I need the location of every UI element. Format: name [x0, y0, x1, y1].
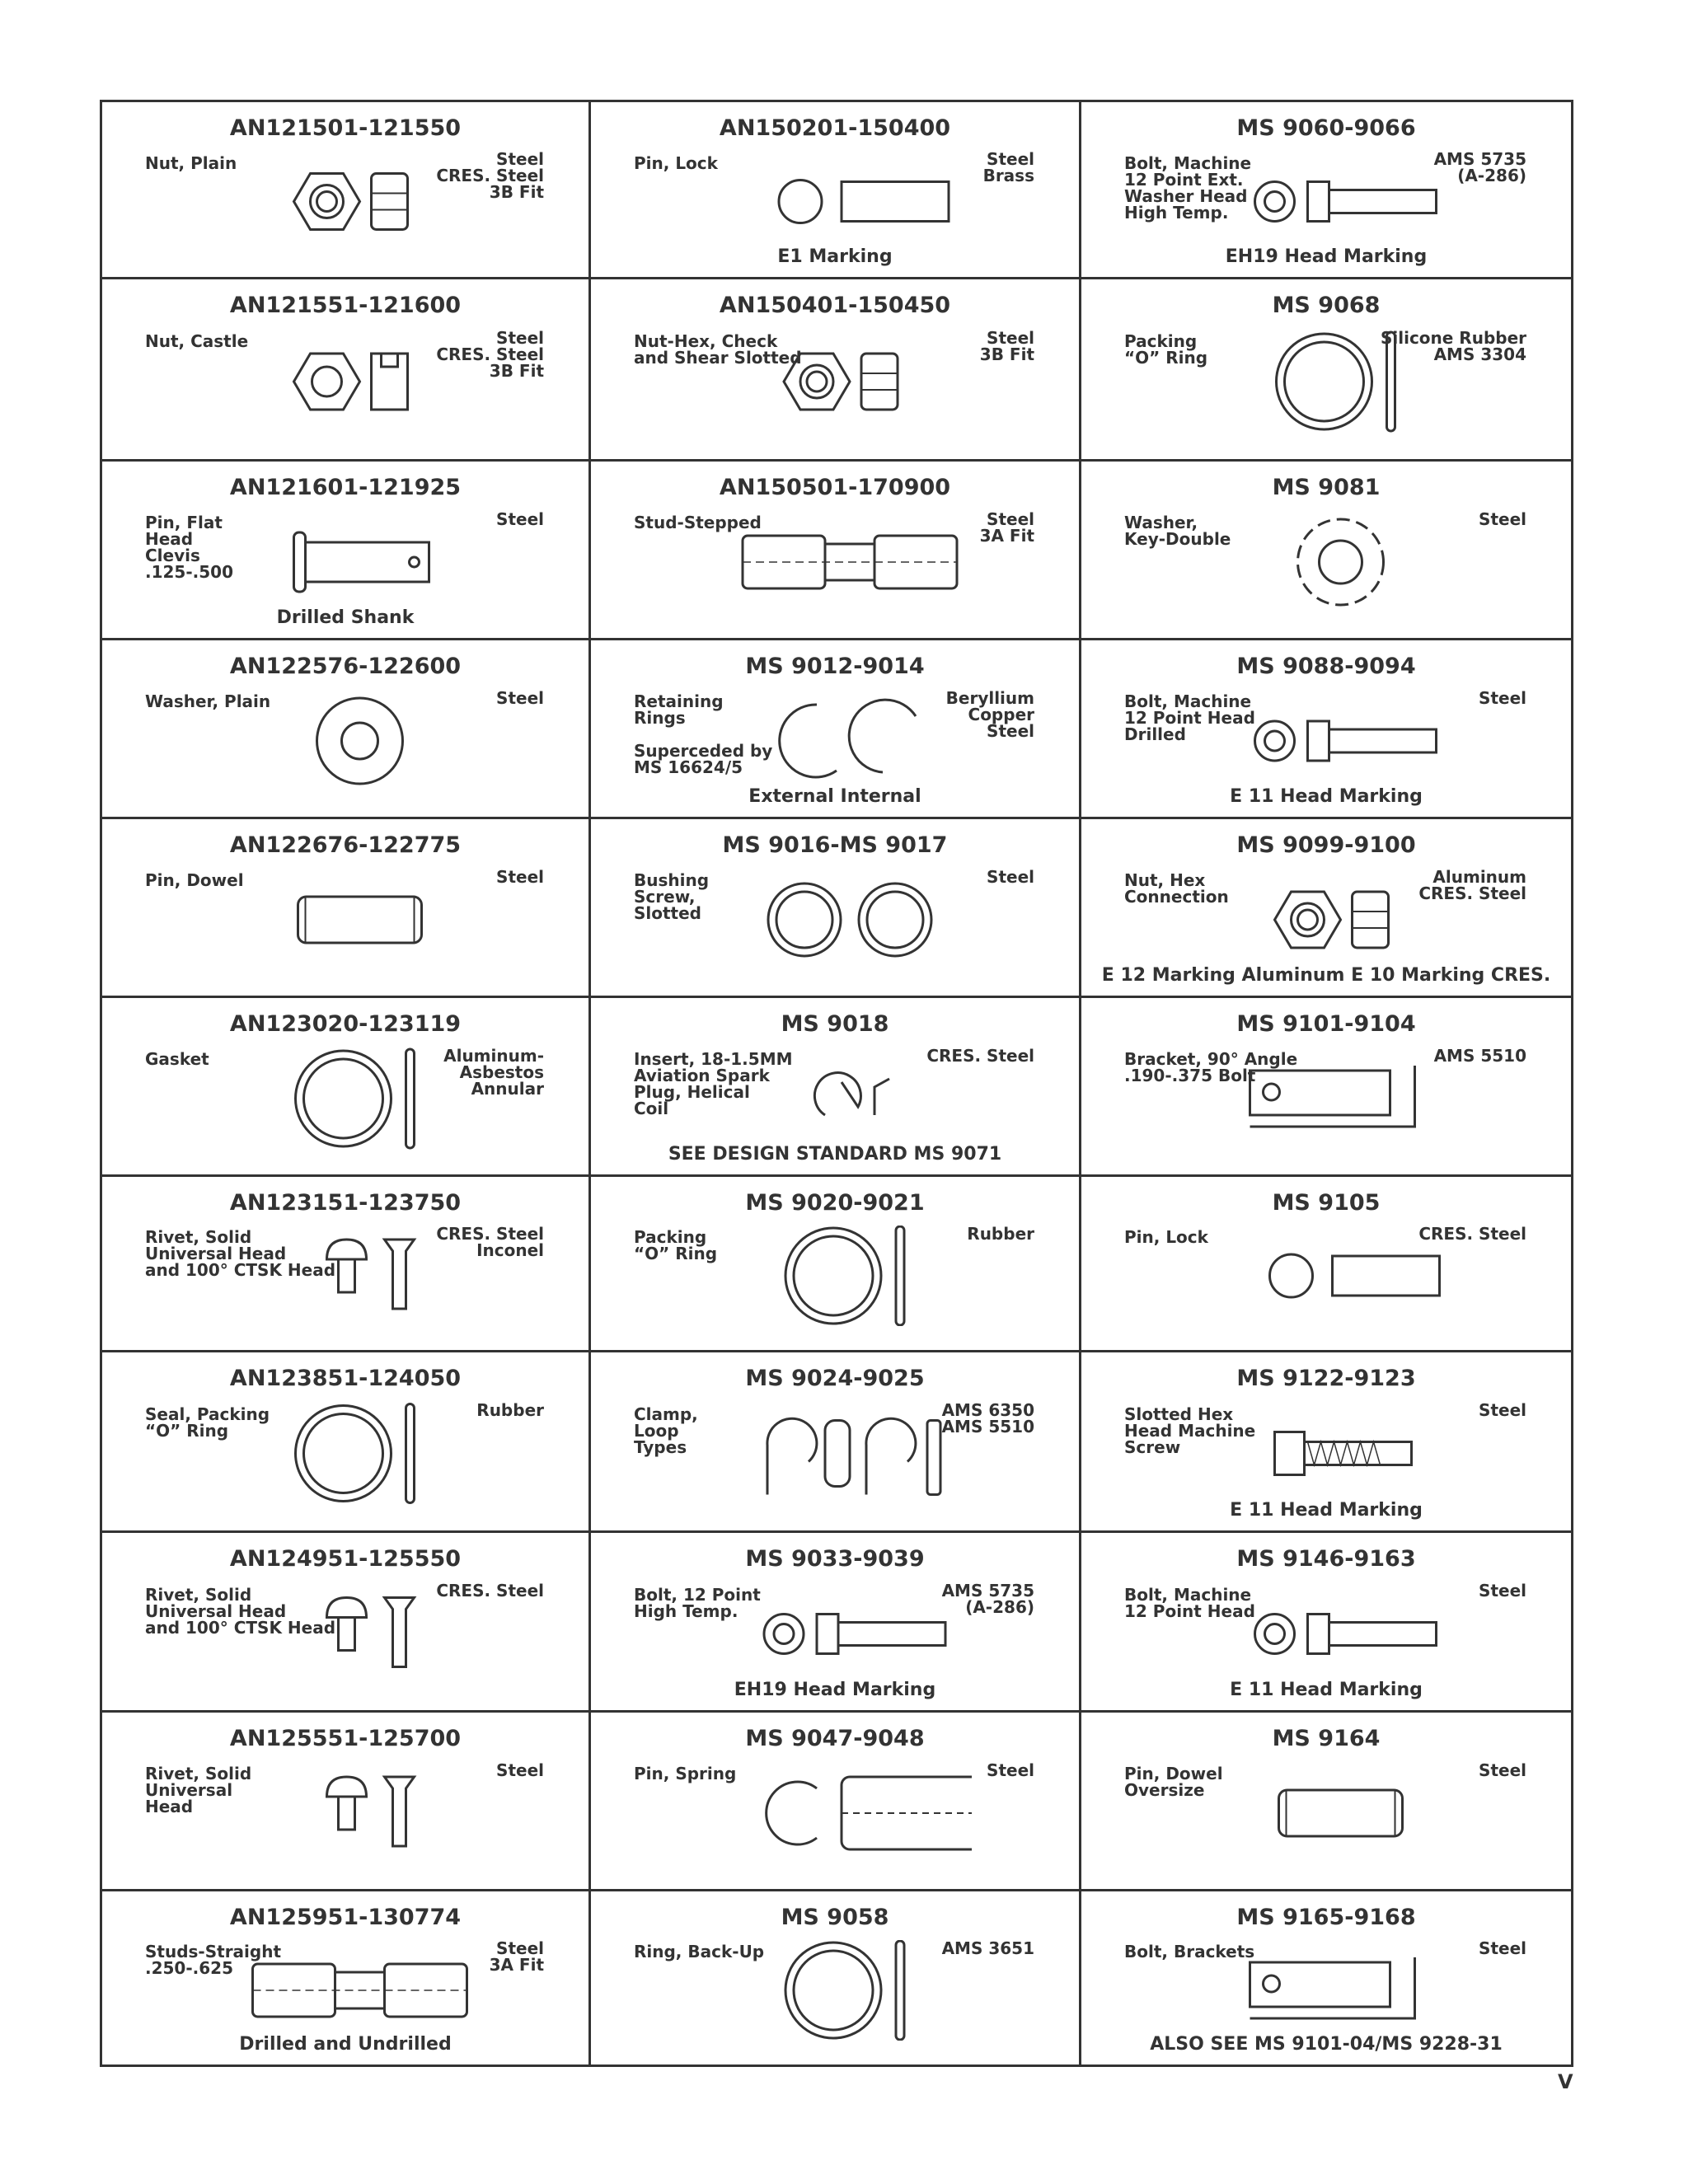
part-description: Bolt, 12 Point High Temp.: [634, 1585, 761, 1621]
material-spec: CRES. Steel Inconel: [436, 1224, 544, 1260]
part-entry: [591, 102, 1079, 277]
part-description: Clamp, Loop Types: [634, 1404, 698, 1457]
part-number: MS 9099-9100: [1236, 832, 1416, 858]
part-number: AN122576-122600: [229, 654, 462, 679]
part-description: Pin, Dowel: [145, 870, 244, 890]
part-description: Washer, Plain: [145, 691, 271, 711]
backup-ring-icon: [728, 1940, 972, 2044]
part-entry: [1081, 462, 1571, 638]
part-entry: [1081, 998, 1571, 1174]
part-number: AN123151-123750: [229, 1190, 462, 1216]
part-number: MS 9164: [1272, 1726, 1381, 1751]
material-spec: Steel CRES. Steel 3B Fit: [436, 149, 544, 202]
bolt-12pt-icon: [728, 1582, 972, 1689]
part-number: AN125551-125700: [229, 1726, 462, 1751]
material-spec: AMS 5510: [1433, 1046, 1526, 1066]
part-entry: [591, 819, 1079, 996]
part-entry: [1081, 1533, 1571, 1710]
part-number: MS 9101-9104: [1236, 1011, 1416, 1037]
part-entry: [1081, 1713, 1571, 1889]
part-description: Gasket: [145, 1049, 209, 1069]
material-spec: Steel Brass: [982, 149, 1034, 185]
marking-note: E1 Marking: [777, 246, 893, 267]
part-entry: [591, 1177, 1079, 1350]
part-entry: [102, 102, 588, 277]
part-description: Rivet, Solid Universal Head and 100° CTSK Head: [145, 1585, 336, 1638]
part-entry: [1081, 1352, 1571, 1530]
part-description: Stud-Stepped: [634, 513, 762, 532]
part-description: Bracket, 90° Angle .190-.375 Bolt: [1124, 1049, 1298, 1085]
spring-pin-icon: [728, 1762, 972, 1868]
part-description: Rivet, Solid Universal Head and 100° CTSK Head: [145, 1227, 336, 1280]
part-description: Seal, Packing “O” Ring: [145, 1404, 270, 1441]
part-description: Retaining Rings Superceded by MS 16624/5: [634, 691, 773, 777]
material-spec: Steel 3A Fit: [979, 509, 1034, 546]
material-spec: CRES. Steel: [926, 1046, 1034, 1066]
part-number: MS 9016-MS 9017: [722, 832, 948, 858]
material-spec: Steel: [1479, 1760, 1526, 1780]
material-spec: Aluminum CRES. Steel: [1418, 867, 1526, 903]
part-number: MS 9165-9168: [1236, 1905, 1416, 1930]
bushing-icon: [728, 869, 972, 974]
material-spec: Steel: [1479, 1400, 1526, 1420]
part-entry: [1081, 102, 1571, 277]
key-washer-icon: [1218, 511, 1463, 616]
part-number: MS 9024-9025: [745, 1366, 925, 1391]
material-spec: Steel: [496, 867, 544, 887]
part-description: Pin, Lock: [1124, 1227, 1208, 1247]
part-number: MS 9088-9094: [1236, 654, 1416, 679]
part-description: Studs-Straight .250-.625: [145, 1942, 282, 1978]
part-description: Bolt, Machine 12 Point Head Drilled: [1124, 691, 1255, 744]
part-description: Bolt, Machine 12 Point Ext. Washer Head High Temp.: [1124, 153, 1252, 223]
part-description: Nut-Hex, Check and Shear Slotted: [634, 331, 802, 368]
material-spec: Steel: [1479, 688, 1526, 708]
part-entry: [102, 819, 588, 996]
parts-chart-sheet: [100, 100, 1573, 2067]
material-spec: AMS 6350 AMS 5510: [941, 1400, 1034, 1436]
part-description: Packing “O” Ring: [634, 1227, 718, 1263]
dowel-pin-icon: [238, 869, 481, 974]
material-spec: AMS 5735 (A-286): [1433, 149, 1526, 185]
part-entry: [102, 640, 588, 817]
part-description: Bolt, Brackets: [1124, 1942, 1255, 1961]
material-spec: CRES. Steel: [1418, 1224, 1526, 1244]
material-spec: Aluminum- Asbestos Annular: [443, 1046, 544, 1099]
part-entry: [591, 279, 1079, 459]
part-description: Slotted Hex Head Machine Screw: [1124, 1404, 1256, 1457]
part-entry: [591, 1533, 1079, 1710]
material-spec: AMS 5735 (A-286): [941, 1581, 1034, 1617]
part-number: AN124951-125550: [229, 1546, 462, 1572]
part-number: MS 9033-9039: [745, 1546, 925, 1572]
bolt-12pt-icon: [1218, 151, 1463, 255]
part-number: AN123851-124050: [229, 1366, 462, 1391]
part-entry: [1081, 819, 1571, 996]
part-entry: [591, 998, 1079, 1174]
part-entry: [591, 1713, 1079, 1889]
material-spec: Steel 3B Fit: [979, 328, 1034, 364]
part-description: Washer, Key-Double: [1124, 513, 1231, 549]
part-entry: [591, 640, 1079, 817]
marking-note: Drilled Shank: [276, 607, 415, 628]
material-spec: Beryllium Copper Steel: [945, 688, 1034, 741]
material-spec: Steel: [496, 509, 544, 529]
part-description: Nut, Hex Connection: [1124, 870, 1229, 907]
part-description: Pin, Spring: [634, 1764, 737, 1783]
part-number: AN150501-170900: [719, 475, 951, 500]
washer-icon: [238, 690, 481, 795]
part-entry: [1081, 1891, 1571, 2064]
marking-note: E 11 Head Marking: [1230, 1500, 1423, 1521]
part-entry: [591, 1352, 1079, 1530]
material-spec: Steel CRES. Steel 3B Fit: [436, 328, 544, 381]
part-number: AN150401-150450: [719, 293, 951, 318]
part-number: MS 9068: [1272, 293, 1381, 318]
part-entry: [102, 1352, 588, 1530]
part-entry: [102, 279, 588, 459]
dowel-pin-icon: [1218, 1762, 1463, 1868]
part-entry: [102, 1533, 588, 1710]
part-entry: [591, 462, 1079, 638]
material-spec: Silicone Rubber AMS 3304: [1380, 328, 1526, 364]
part-description: Pin, Lock: [634, 153, 718, 173]
part-description: Packing “O” Ring: [1124, 331, 1208, 368]
part-number: AN121601-121925: [229, 475, 462, 500]
part-number: AN122676-122775: [229, 832, 462, 858]
marking-note: E 11 Head Marking: [1230, 786, 1423, 807]
part-description: Nut, Plain: [145, 153, 237, 173]
marking-note: EH19 Head Marking: [1225, 246, 1428, 267]
material-spec: CRES. Steel: [436, 1581, 544, 1601]
marking-note: ALSO SEE MS 9101-04/MS 9228-31: [1150, 2034, 1503, 2055]
part-entry: [1081, 640, 1571, 817]
part-description: Bushing Screw, Slotted: [634, 870, 710, 923]
lock-pin-icon: [728, 151, 972, 255]
marking-note: SEE DESIGN STANDARD MS 9071: [668, 1144, 1002, 1165]
part-number: MS 9012-9014: [745, 654, 925, 679]
part-entry: [102, 462, 588, 638]
part-number: MS 9018: [781, 1011, 889, 1037]
part-description: Pin, Flat Head Clevis .125-.500: [145, 513, 233, 582]
part-entry: [1081, 1177, 1571, 1350]
part-entry: [591, 1891, 1079, 2064]
material-spec: Steel: [1479, 509, 1526, 529]
part-number: AN123020-123119: [229, 1011, 462, 1037]
material-spec: Steel: [496, 1760, 544, 1780]
part-number: MS 9081: [1272, 475, 1381, 500]
material-spec: AMS 3651: [941, 1938, 1034, 1958]
material-spec: Steel: [1479, 1938, 1526, 1958]
stepped-stud-icon: [728, 511, 972, 616]
loop-clamp-icon: [728, 1402, 972, 1508]
part-entry: [102, 998, 588, 1174]
part-entry: [1081, 279, 1571, 459]
page-number: V: [1558, 2070, 1573, 2093]
part-number: AN150201-150400: [719, 115, 951, 141]
part-number: AN121501-121550: [229, 115, 462, 141]
material-spec: Steel: [987, 1760, 1034, 1780]
marking-note: E 11 Head Marking: [1230, 1680, 1423, 1700]
part-number: MS 9105: [1272, 1190, 1381, 1216]
part-entry: [102, 1713, 588, 1889]
part-number: MS 9060-9066: [1236, 115, 1416, 141]
clevis-pin-icon: [238, 511, 481, 616]
part-number: MS 9146-9163: [1236, 1546, 1416, 1572]
part-number: MS 9122-9123: [1236, 1366, 1416, 1391]
bolt-bracket-icon: [1218, 1940, 1463, 2044]
marking-note: Drilled and Undrilled: [239, 2034, 452, 2055]
marking-note: EH19 Head Marking: [734, 1680, 936, 1700]
part-entry: [102, 1891, 588, 2064]
universal-rivet-icon: [238, 1762, 481, 1868]
part-number: MS 9020-9021: [745, 1190, 925, 1216]
part-description: Ring, Back-Up: [634, 1942, 765, 1961]
part-entry: [102, 1177, 588, 1350]
part-description: Pin, Dowel Oversize: [1124, 1764, 1223, 1800]
material-spec: Steel: [1479, 1581, 1526, 1601]
part-description: Insert, 18-1.5MM Aviation Spark Plug, Helical Coil: [634, 1049, 793, 1118]
material-spec: Rubber: [967, 1224, 1034, 1244]
material-spec: Rubber: [476, 1400, 544, 1420]
marking-note: E 12 Marking Aluminum E 10 Marking CRES.: [1101, 965, 1551, 986]
part-number: MS 9058: [781, 1905, 889, 1930]
part-description: Rivet, Solid Universal Head: [145, 1764, 252, 1816]
part-description: Bolt, Machine 12 Point Head: [1124, 1585, 1255, 1621]
marking-note: External Internal: [748, 786, 921, 807]
material-spec: Steel: [496, 688, 544, 708]
part-number: AN125951-130774: [229, 1905, 462, 1930]
o-ring-icon: [238, 1402, 481, 1508]
part-description: Nut, Castle: [145, 331, 249, 351]
material-spec: Steel 3A Fit: [489, 1938, 544, 1975]
material-spec: Steel: [987, 867, 1034, 887]
o-ring-icon: [728, 1226, 972, 1329]
part-number: AN121551-121600: [229, 293, 462, 318]
part-number: MS 9047-9048: [745, 1726, 925, 1751]
